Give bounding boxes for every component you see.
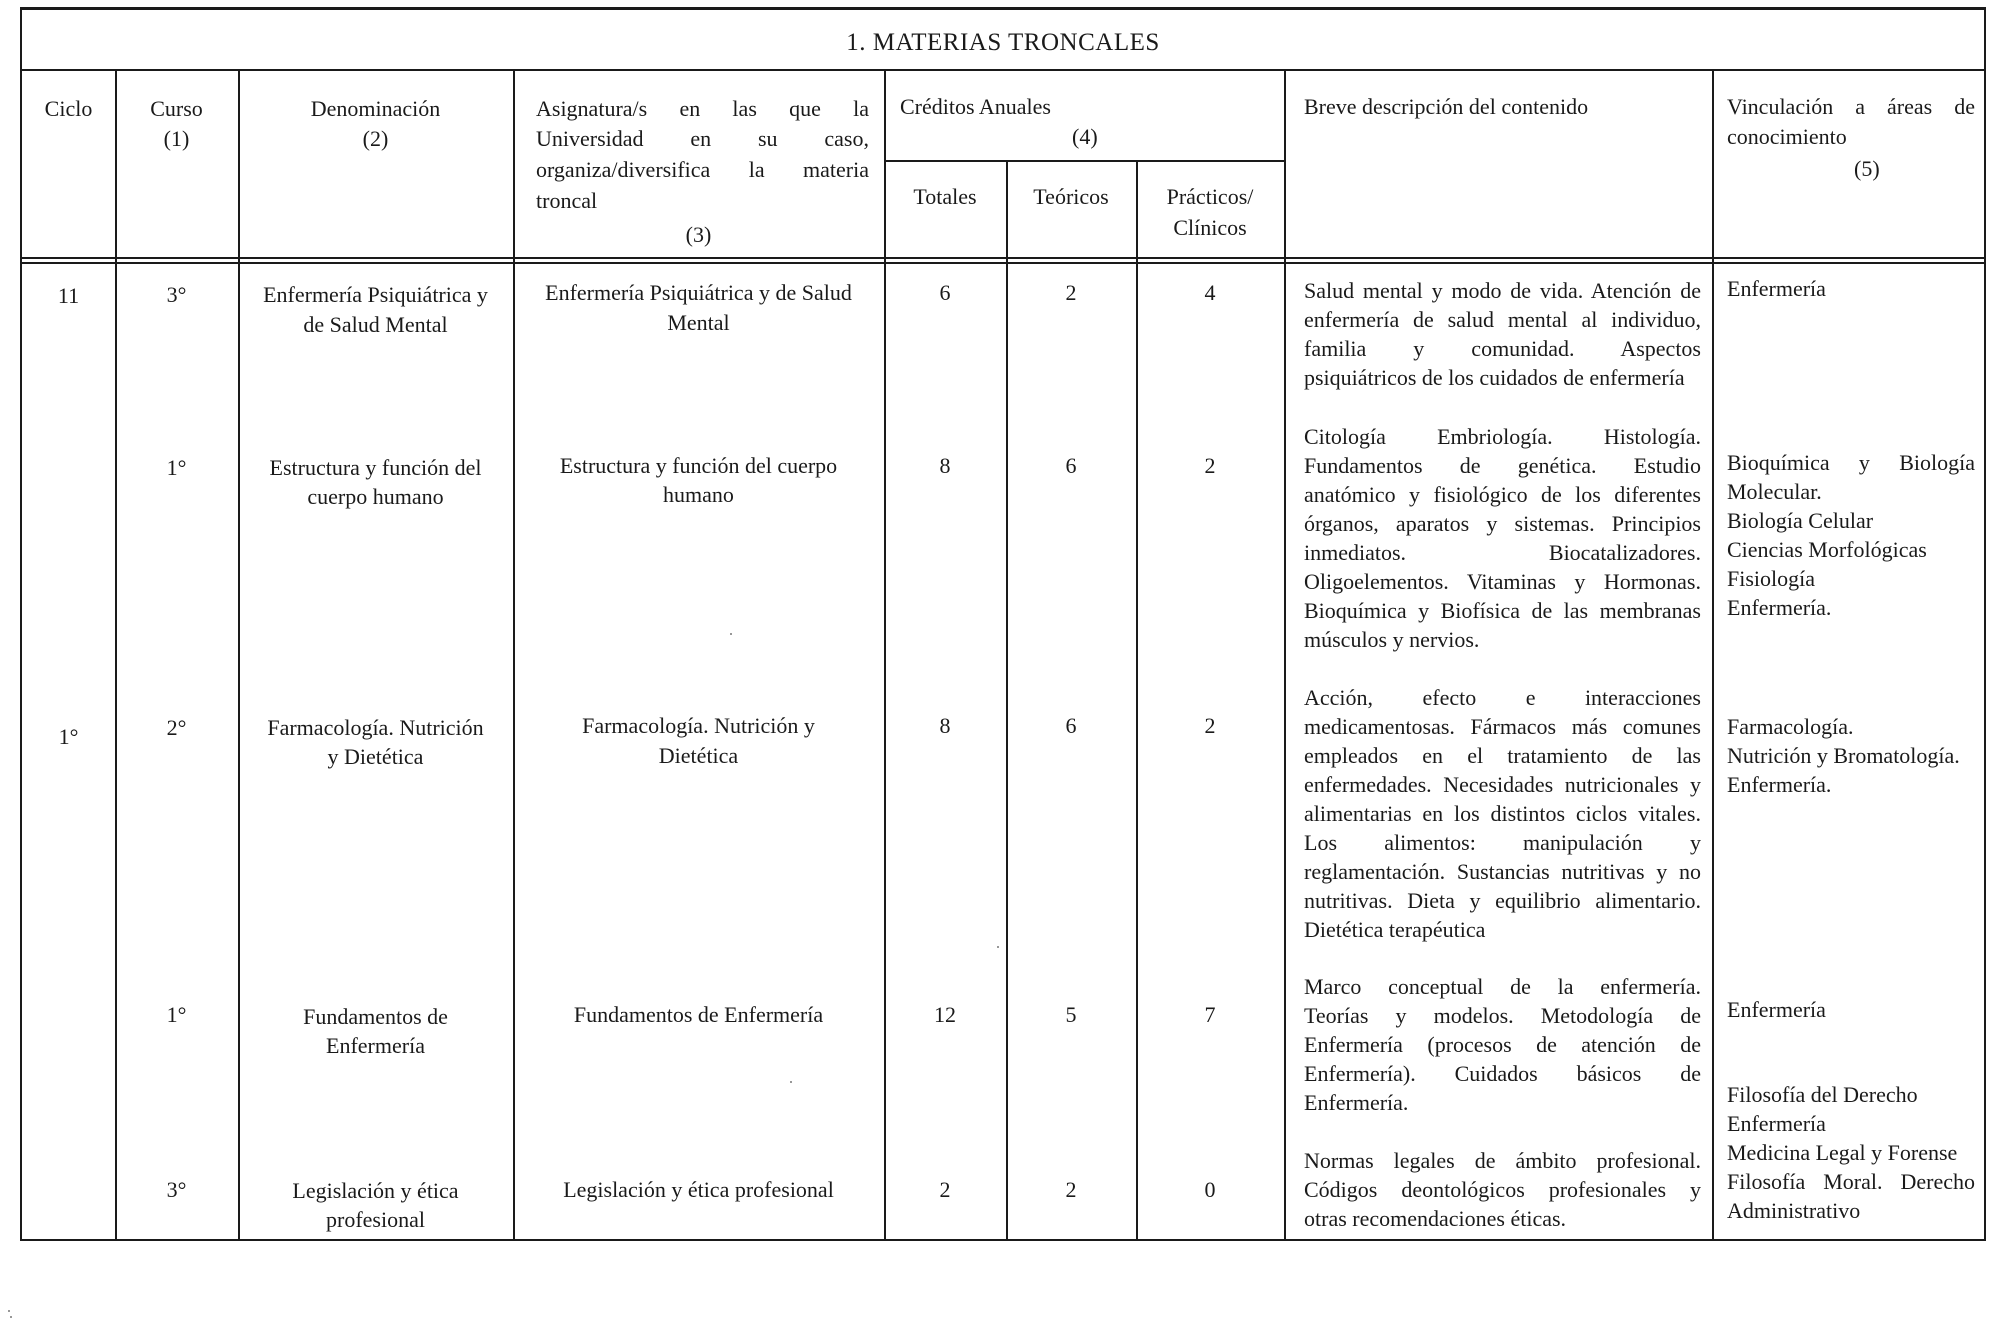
- row-vinculacion: Nutrición y Bromatología.: [1727, 743, 1960, 768]
- row-descripcion: Teorías y modelos. Metodología de: [1304, 1003, 1701, 1028]
- row-descripcion: Dietética terapéutica: [1304, 917, 1486, 942]
- row-teoricos: 5: [1065, 1002, 1077, 1027]
- row-teoricos: 6: [1065, 453, 1077, 478]
- col-divider: [1136, 160, 1138, 1241]
- row-curso: 3°: [166, 1177, 187, 1202]
- header-ciclo: Ciclo: [44, 96, 93, 121]
- row-asignatura: Legislación y ética profesional: [563, 1177, 834, 1202]
- row-denominacion: Enfermería: [326, 1033, 425, 1058]
- scan-speck: [8, 1310, 10, 1312]
- row-descripcion: otras recomendaciones éticas.: [1304, 1206, 1567, 1231]
- scan-speck: [730, 633, 732, 635]
- row-asignatura: Dietética: [658, 743, 739, 768]
- row-vinculacion: Enfermería.: [1727, 772, 1832, 797]
- row-vinculacion: Farmacología.: [1727, 714, 1854, 739]
- row-denominacion: de Salud Mental: [303, 312, 448, 337]
- row-descripcion: Enfermería). Cuidados básicos de: [1304, 1061, 1701, 1086]
- row-totales: 2: [939, 1177, 951, 1202]
- row-practicos: 2: [1204, 453, 1216, 478]
- row-vinculacion: Bioquímica y Biología: [1727, 450, 1975, 475]
- header-totales: Totales: [913, 184, 977, 209]
- row-descripcion: Los alimentos: manipulación y: [1304, 830, 1701, 855]
- row-vinculacion: Medicina Legal y Forense: [1727, 1140, 1958, 1165]
- row-vinculacion: Enfermería: [1727, 1111, 1826, 1136]
- col-divider: [115, 69, 117, 1241]
- row-asignatura: humano: [663, 482, 734, 507]
- title-divider: [22, 69, 1984, 71]
- row-descripcion: enfermedades. Necesidades nutricionales y: [1304, 772, 1701, 797]
- row-vinculacion: Filosofía del Derecho: [1727, 1082, 1918, 1107]
- row-vinculacion: Ciencias Morfológicas: [1727, 537, 1927, 562]
- row-vinculacion: Filosofía Moral. Derecho: [1727, 1169, 1975, 1194]
- row-vinculacion: Enfermería: [1727, 997, 1826, 1022]
- row-descripcion: familia y comunidad. Aspectos: [1304, 336, 1701, 361]
- row-vinculacion: Biología Celular: [1727, 508, 1874, 533]
- row-practicos: 0: [1204, 1177, 1216, 1202]
- row-descripcion: reglamentación. Sustancias nutritivas y no: [1304, 859, 1701, 884]
- row-descripcion: nutritivas. Dieta y equilibrio alimentario.: [1304, 888, 1701, 913]
- col-divider: [884, 69, 886, 1241]
- col-divider: [1712, 69, 1714, 1241]
- materias-troncales-table: 1. MATERIAS TRONCALES Ciclo Curso (1) Denominación (2) Asignatura/s en las que la Universidad en su caso, organiza/diversifica la materia troncal (3) Créditos Anuales (4) Totales Teóricos Prácticos/ Clínicos Breve descripción del contenido Vinculación a áreas de conocimiento (5) 11 1° 3° Enfermería Psiquiátrica y de Salud Mental Enfermería Psiquiátrica y de Salud Mental 6 2 4 Salud mental y modo de vida. Atención de enfermería de salud mental al individuo, familia y comunidad. Aspectos psiquiátricos de los cuidados de enfermería Enfermería 1° Estructura y función del cuerpo humano Estructura y función del cuerpo humano 8 6 2 Citología Embriología. Histología. Fundamentos de genética. Estudio anatómico y fisiológico de los diferentes órganos, aparatos y sistemas. Principios inmediatos. Biocatalizadores. Oligoelementos. Vitaminas y Hormonas. Bioquímica y Biofísica de las membranas músculos y nervios. Bioquímica y Biología Molecular. Biología Celular Ciencias Morfológicas Fisiología Enfermería. 2° Farmacología. Nutrición y Dietética Farmacología. Nutrición y Dietética 8 6 2 Acción, efecto e interacciones medicamentosas. Fármacos más comunes empleados en el tratamiento de las enfermedades. Necesidades nutricionales y alimentarias en los distintos ciclos vitales. Los alimentos: manipulación y reglamentación. Sustancias nutritivas y no nutritivas. Dieta y equilibrio alimentario. Dietética terapéutica Farmacología. Nutrición y Bromatología. Enfermería. 1° Fundamentos de Enfermería Fundamentos de Enfermería 12 5 7 Marco conceptual de la enfermería. Teorías y modelos. Metodología de Enfermería (procesos de atención de Enfermería). Cuidados básicos de Enfermería. Enfermería 3° Legislación y ética profesional Legislación y ética profesional 2 2 0 Normas legales de ámbito profesional. Códigos deontológicos profesionales y otras recomendaciones éticas. Filosofía del Derecho Enfermería Medicina Legal y Forense Filosofía Moral. Derecho Administrativo: [20, 7, 1986, 1241]
- row-descripcion: Marco conceptual de la enfermería.: [1304, 974, 1701, 999]
- row-descripcion: órganos, aparatos y sistemas. Principios: [1304, 511, 1701, 536]
- row-descripcion: Fundamentos de genética. Estudio: [1304, 453, 1701, 478]
- row-descripcion: Códigos deontológicos profesionales y: [1304, 1177, 1701, 1202]
- row-practicos: 2: [1204, 713, 1216, 738]
- row-practicos: 7: [1204, 1002, 1216, 1027]
- row-totales: 6: [939, 280, 951, 305]
- row-asignatura: Estructura y función del cuerpo: [559, 453, 838, 478]
- col-divider: [1284, 69, 1286, 1241]
- row-denominacion: Enfermería Psiquiátrica y: [263, 282, 488, 307]
- row-vinculacion: Enfermería: [1727, 276, 1826, 301]
- header-teoricos: Teóricos: [1033, 184, 1109, 209]
- row-descripcion: empleados en el tratamiento de las: [1304, 743, 1701, 768]
- col-divider: [238, 69, 240, 1241]
- row-descripcion: anatómico y fisiológico de los diferentes: [1304, 482, 1701, 507]
- row-descripcion: Acción, efecto e interacciones: [1304, 685, 1701, 710]
- row-descripcion: inmediatos. Biocatalizadores.: [1304, 540, 1701, 565]
- creditos-subheader-divider: [884, 160, 1284, 162]
- row-vinculacion: Administrativo: [1727, 1198, 1861, 1223]
- row-denominacion: Fundamentos de: [303, 1004, 448, 1029]
- row-curso: 1°: [166, 455, 187, 480]
- row-asignatura: Enfermería Psiquiátrica y de Salud: [545, 280, 852, 305]
- row-totales: 8: [939, 453, 951, 478]
- row-descripcion: músculos y nervios.: [1304, 627, 1480, 652]
- row-denominacion: Estructura y función del: [269, 455, 482, 480]
- ciclo-value: 1°: [58, 724, 79, 749]
- row-denominacion: profesional: [326, 1207, 425, 1232]
- row-teoricos: 2: [1065, 1177, 1077, 1202]
- row-asignatura: Fundamentos de Enfermería: [573, 1002, 824, 1027]
- row-vinculacion: Fisiología: [1727, 566, 1816, 591]
- row-descripcion: enfermería de salud mental al individuo,: [1304, 307, 1701, 332]
- table-title: 1. MATERIAS TRONCALES: [846, 29, 1160, 56]
- ciclo-value: 11: [57, 283, 80, 308]
- col-divider: [1006, 160, 1008, 1241]
- row-descripcion: Oligoelementos. Vitaminas y Hormonas.: [1304, 569, 1701, 594]
- header-divider: [22, 257, 1984, 259]
- row-descripcion: Citología Embriología. Histología.: [1304, 424, 1701, 449]
- row-teoricos: 2: [1065, 280, 1077, 305]
- header-divider-double: [22, 262, 1984, 264]
- row-descripcion: Normas legales de ámbito profesional.: [1304, 1148, 1701, 1173]
- row-descripcion: medicamentosas. Fármacos más comunes: [1304, 714, 1701, 739]
- row-teoricos: 6: [1065, 713, 1077, 738]
- row-descripcion: Bioquímica y Biofísica de las membranas: [1304, 598, 1701, 623]
- row-asignatura: Mental: [667, 310, 730, 335]
- row-totales: 12: [934, 1002, 956, 1027]
- row-curso: 2°: [166, 715, 187, 740]
- row-practicos: 4: [1204, 280, 1216, 305]
- row-curso: 1°: [166, 1002, 187, 1027]
- scan-speck: [790, 1081, 792, 1083]
- row-vinculacion: Molecular.: [1727, 479, 1822, 504]
- row-descripcion: psiquiátricos de los cuidados de enfermería: [1304, 365, 1685, 390]
- row-descripcion: Enfermería (procesos de atención de: [1304, 1032, 1701, 1057]
- row-curso: 3°: [166, 282, 187, 307]
- header-descripcion: Breve descripción del contenido: [1304, 94, 1589, 119]
- scan-speck: [997, 946, 999, 948]
- row-denominacion: y Dietética: [327, 744, 424, 769]
- row-totales: 8: [939, 713, 951, 738]
- row-vinculacion: Enfermería.: [1727, 595, 1832, 620]
- scan-speck: [10, 1316, 12, 1318]
- row-descripcion: alimentarias en los distintos ciclos vitales.: [1304, 801, 1701, 826]
- row-descripcion: Salud mental y modo de vida. Atención de: [1304, 278, 1701, 303]
- row-descripcion: Enfermería.: [1304, 1090, 1409, 1115]
- row-denominacion: Legislación y ética: [292, 1178, 459, 1203]
- row-denominacion: cuerpo humano: [307, 484, 444, 509]
- row-asignatura: Farmacología. Nutrición y: [582, 713, 815, 738]
- row-denominacion: Farmacología. Nutrición: [267, 715, 484, 740]
